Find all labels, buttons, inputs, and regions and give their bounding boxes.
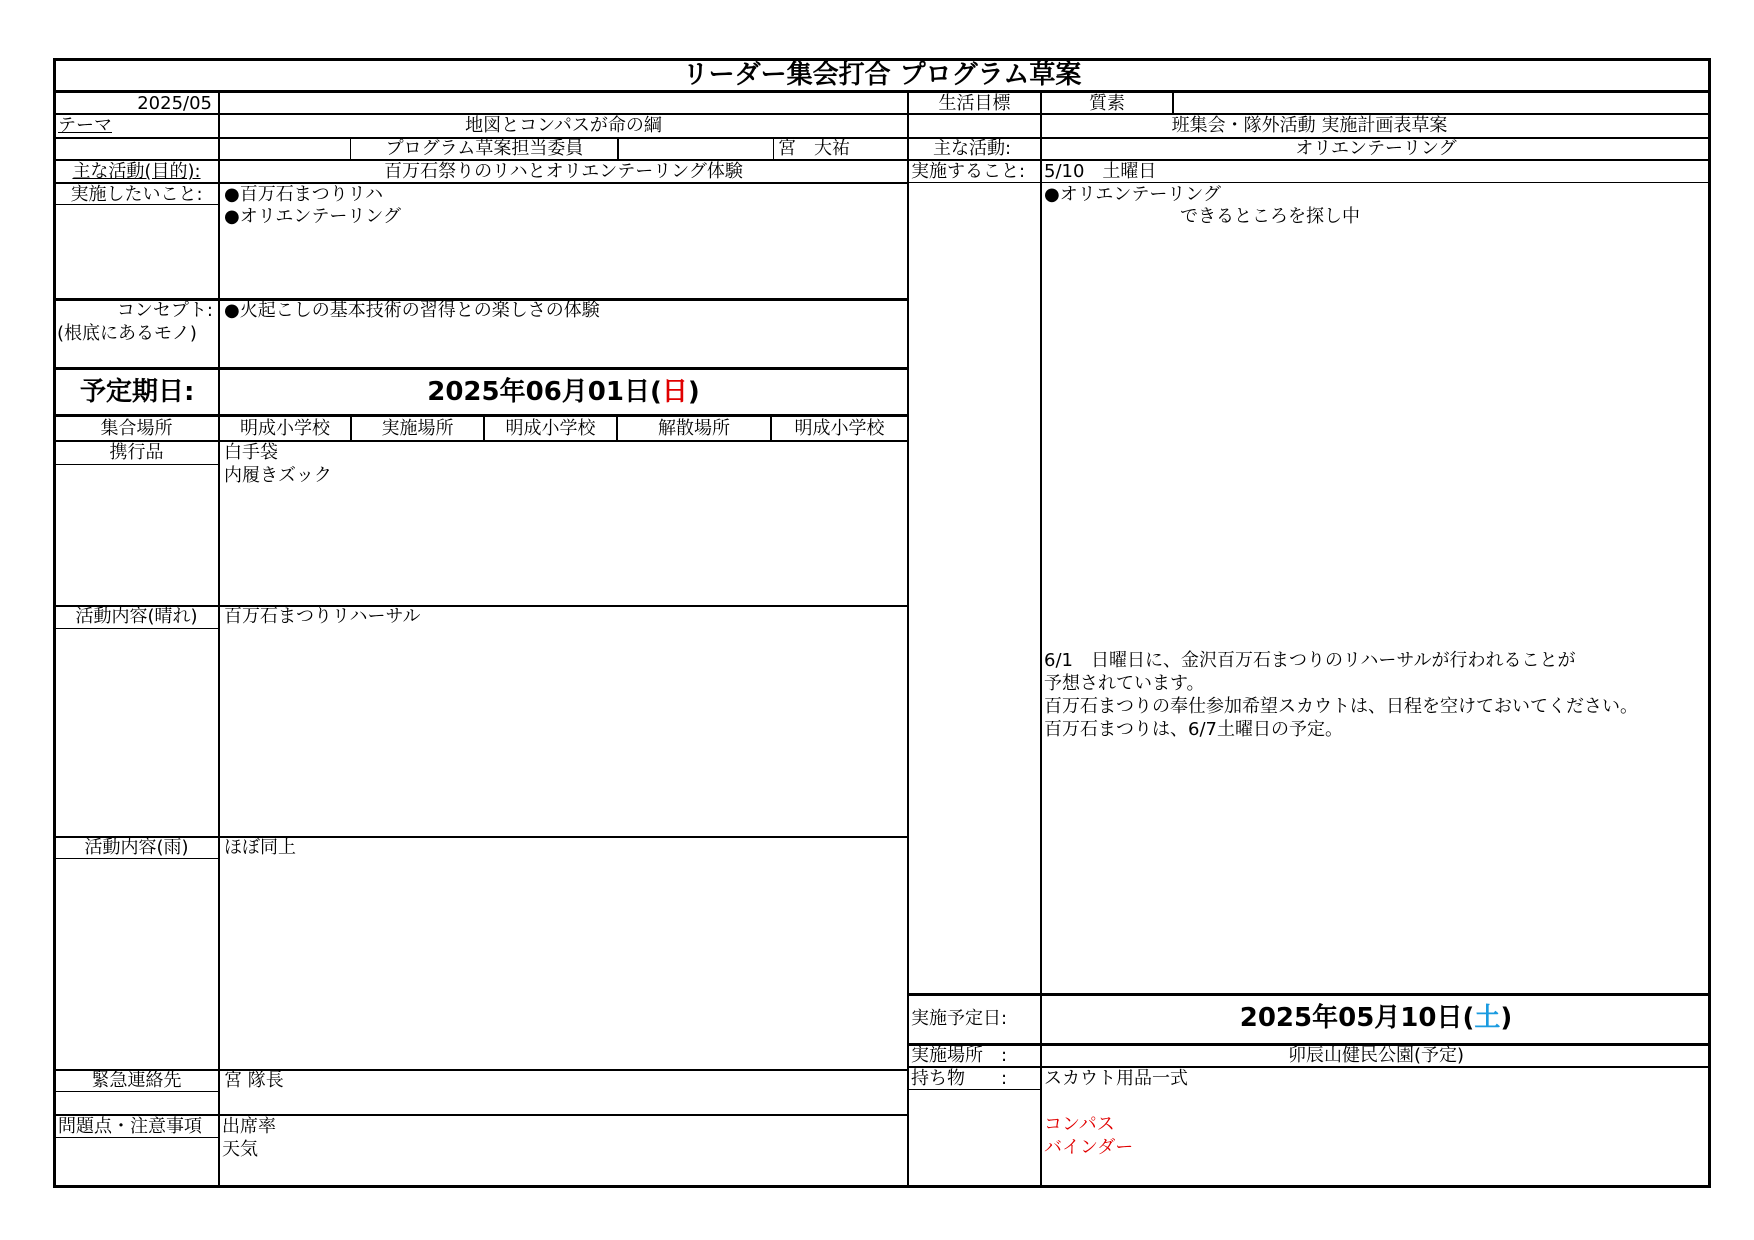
issues-value: 天気 (222, 1139, 258, 1160)
belongings-item: スカウト用品一式 (1044, 1068, 1188, 1089)
todo-line: できるところを探し中 (1180, 206, 1360, 227)
todo-label: 実施すること: (911, 161, 1026, 182)
rain-value: ほぼ同上 (224, 837, 296, 858)
plan-title: 班集会・隊外活動 実施計画表草案 (1171, 115, 1448, 136)
exec-place-label: 実施場所 : (911, 1045, 1008, 1066)
note-line: 6/1 日曜日に、金沢百万石まつりのリハーサルが行われることが (1044, 650, 1576, 671)
issues-value: 出席率 (222, 1116, 276, 1137)
belongings-item-highlight: バインダー (1044, 1137, 1134, 1158)
items-label: 携行品 (109, 442, 164, 463)
venue-label: 実施場所 (381, 418, 454, 439)
theme-value: 地図とコンパスが命の綱 (465, 115, 662, 136)
scheduled-date: 2025年06月01日(日) (427, 377, 700, 407)
concept-value: ●火起こしの基本技術の習得との楽しさの体験 (224, 300, 600, 321)
exec-place-value: 卯辰山健民公園(予定) (1287, 1045, 1465, 1066)
emergency-value: 宮 隊長 (224, 1070, 284, 1091)
gather-value: 明成小学校 (240, 418, 330, 439)
emergency-label: 緊急連絡先 (91, 1070, 182, 1091)
exec-date: 2025年05月10日(土) (1239, 1003, 1513, 1033)
life-goal-value: 質素 (1089, 93, 1125, 114)
purpose-label: 主な活動(目的): (72, 161, 201, 182)
exec-date-label: 実施予定日: (911, 1008, 1008, 1029)
wants-item: ●百万石まつりリハ (224, 184, 384, 205)
theme-label: テーマ (58, 115, 112, 136)
month-value: 2025/05 (137, 93, 212, 114)
belongings-label: 持ち物 : (911, 1068, 1008, 1089)
belongings-item-highlight: コンパス (1044, 1114, 1115, 1135)
concept-label: コンセプト: (116, 300, 213, 321)
note-line: 百万石まつりは、6/7土曜日の予定。 (1044, 719, 1343, 740)
note-line: 百万石まつりの奉仕参加希望スカウトは、日程を空けておいてください。 (1044, 696, 1638, 717)
life-goal-label: 生活目標 (938, 93, 1011, 114)
sunny-label: 活動内容(晴れ) (75, 606, 198, 627)
items-value: 白手袋 (224, 442, 278, 463)
dismiss-value: 明成小学校 (794, 418, 885, 439)
page-title: リーダー集会打合 プログラム草案 (682, 60, 1082, 90)
day-sunday: 日 (661, 377, 688, 407)
todo-line: 5/10 土曜日 (1044, 161, 1157, 182)
main-activity-value: オリエンテーリング (1295, 138, 1457, 159)
todo-line: ●オリエンテーリング (1044, 184, 1221, 205)
date-label: 予定期日: (80, 377, 195, 407)
issues-label: 問題点・注意事項 (58, 1116, 202, 1137)
dismiss-label: 解散場所 (658, 418, 730, 439)
wants-label: 実施したいこと: (70, 184, 203, 205)
main-activity-label: 主な活動: (932, 138, 1012, 159)
purpose-value: 百万石祭りのリハとオリエンテーリング体験 (384, 161, 743, 182)
concept-sub: (根底にあるモノ) (57, 323, 197, 344)
wants-item: ●オリエンテーリング (224, 206, 401, 227)
committee-name: 宮 大祐 (778, 138, 850, 159)
note-line: 予想されています。 (1044, 673, 1205, 694)
sunny-value: 百万石まつりリハーサル (224, 606, 421, 627)
rain-label: 活動内容(雨) (84, 837, 189, 858)
committee-label: プログラム草案担当委員 (385, 138, 584, 159)
venue-value: 明成小学校 (505, 418, 596, 439)
day-saturday: 土 (1474, 1003, 1501, 1033)
gather-label: 集合場所 (100, 418, 173, 439)
items-value: 内履きズック (224, 465, 332, 486)
